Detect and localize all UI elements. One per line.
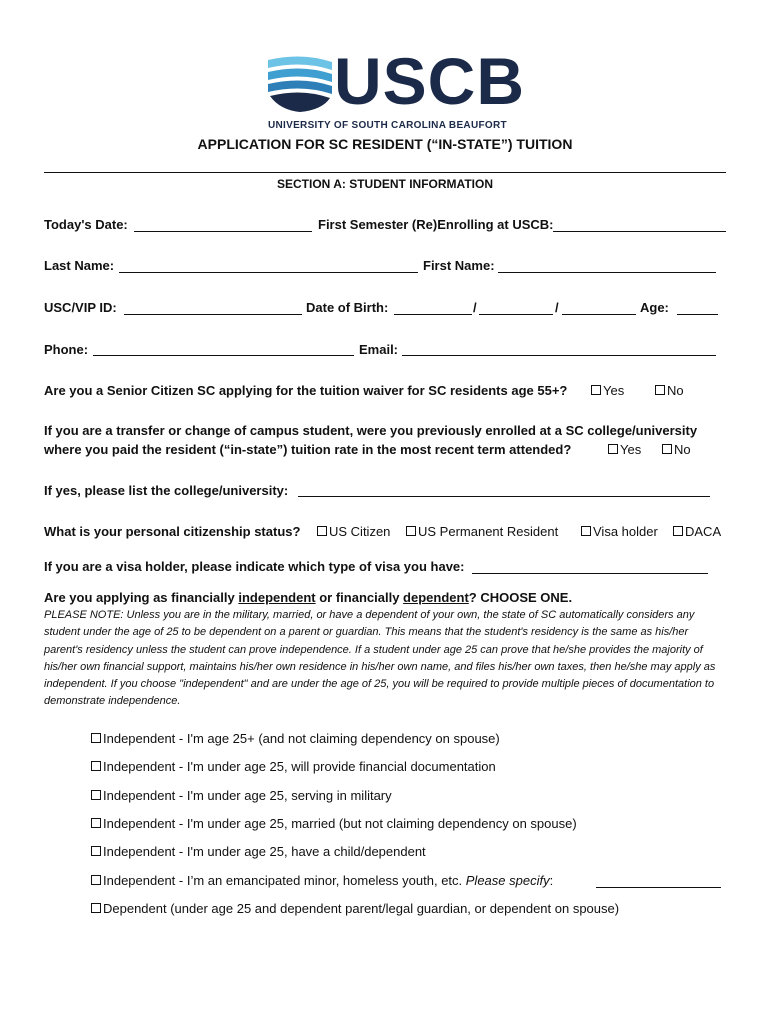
choice-independent-child[interactable] bbox=[91, 844, 426, 860]
choice-label: Dependent (under age 25 and dependent parent/legal guardian, or dependent on spouse) bbox=[103, 901, 620, 916]
section-heading: SECTION A: STUDENT INFORMATION bbox=[277, 177, 493, 191]
checkbox-icon[interactable] bbox=[655, 385, 665, 395]
university-name: UNIVERSITY OF SOUTH CAROLINA BEAUFORT bbox=[268, 120, 507, 131]
dob-label: Date of Birth: bbox=[306, 300, 389, 315]
email-field[interactable] bbox=[402, 355, 716, 356]
checkbox-icon[interactable] bbox=[406, 526, 416, 536]
citizenship-question: What is your personal citizenship status? bbox=[44, 524, 301, 539]
first-name-field[interactable] bbox=[498, 272, 716, 273]
citizenship-option-visa-holder[interactable] bbox=[581, 524, 658, 540]
checkbox-icon[interactable] bbox=[91, 761, 101, 771]
dob-month-field[interactable] bbox=[394, 314, 472, 315]
choice-independent-emancipated[interactable] bbox=[91, 873, 553, 889]
choice-label: Independent - I'm age 25+ (and not claiming dependency on spouse) bbox=[103, 731, 500, 746]
todays-date-field[interactable] bbox=[134, 231, 312, 232]
visa-type-field[interactable] bbox=[472, 573, 708, 574]
choice-independent-married[interactable] bbox=[91, 816, 577, 832]
choice-label: Independent - I’m an emancipated minor, homeless youth, etc. bbox=[103, 873, 466, 888]
question-text: or financially bbox=[315, 590, 404, 605]
first-name-label: First Name: bbox=[423, 258, 495, 273]
page-title: APPLICATION FOR SC RESIDENT (“IN-STATE”) TUITION bbox=[197, 136, 573, 152]
choice-dependent[interactable] bbox=[91, 901, 619, 917]
specify-field[interactable] bbox=[596, 887, 721, 888]
checkbox-icon[interactable] bbox=[662, 444, 672, 454]
dependent-word: dependent bbox=[403, 590, 469, 605]
transfer-question-line1: If you are a transfer or change of campus student, were you previously enrolled at a SC college/university bbox=[44, 423, 698, 438]
transfer-no-option[interactable] bbox=[662, 442, 691, 458]
senior-no-option[interactable] bbox=[655, 383, 684, 399]
citizenship-option-daca[interactable] bbox=[673, 524, 721, 540]
choice-independent-military[interactable] bbox=[91, 788, 392, 804]
dob-day-field[interactable] bbox=[479, 314, 553, 315]
choice-label: Independent - I'm under age 25, serving in military bbox=[103, 788, 392, 803]
option-label: US Citizen bbox=[329, 524, 391, 539]
independent-word: independent bbox=[238, 590, 316, 605]
age-label: Age: bbox=[640, 300, 669, 315]
first-semester-field[interactable] bbox=[553, 231, 726, 232]
question-text: ? CHOOSE ONE. bbox=[468, 590, 573, 605]
senior-question: Are you a Senior Citizen SC applying for the tuition waiver for SC residents age 55+? bbox=[44, 383, 568, 398]
option-label: Yes bbox=[603, 383, 625, 398]
usc-id-field[interactable] bbox=[124, 314, 302, 315]
option-label: US Permanent Resident bbox=[418, 524, 559, 539]
checkbox-icon[interactable] bbox=[91, 846, 101, 856]
checkbox-icon[interactable] bbox=[91, 875, 101, 885]
option-label: Visa holder bbox=[593, 524, 658, 539]
first-semester-label: First Semester (Re)Enrolling at USCB: bbox=[318, 217, 554, 232]
college-list-label: If yes, please list the college/university: bbox=[44, 483, 289, 498]
last-name-label: Last Name: bbox=[44, 258, 115, 273]
dob-separator: / bbox=[555, 300, 559, 315]
visa-question: If you are a visa holder, please indicate which type of visa you have: bbox=[44, 559, 465, 574]
choice-independent-25-plus[interactable] bbox=[91, 731, 500, 747]
choice-label: Independent - I'm under age 25, have a child/dependent bbox=[103, 844, 426, 859]
citizenship-option-us-citizen[interactable] bbox=[317, 524, 390, 540]
last-name-field[interactable] bbox=[119, 272, 418, 273]
transfer-question-line2: where you paid the resident (“in-state”) tuition rate in the most recent term attended? bbox=[44, 442, 572, 457]
option-label: No bbox=[667, 383, 684, 398]
senior-yes-option[interactable] bbox=[591, 383, 624, 399]
usc-id-label: USC/VIP ID: bbox=[44, 300, 117, 315]
phone-label: Phone: bbox=[44, 342, 89, 357]
checkbox-icon[interactable] bbox=[91, 733, 101, 743]
option-label: DACA bbox=[685, 524, 722, 539]
phone-field[interactable] bbox=[93, 355, 354, 356]
checkbox-icon[interactable] bbox=[673, 526, 683, 536]
checkbox-icon[interactable] bbox=[317, 526, 327, 536]
logo-wordmark: USCB bbox=[334, 44, 526, 118]
choice-label: Independent - I'm under age 25, will provide financial documentation bbox=[103, 759, 496, 774]
checkbox-icon[interactable] bbox=[91, 790, 101, 800]
college-list-field[interactable] bbox=[298, 496, 710, 497]
choice-independent-financial[interactable] bbox=[91, 759, 496, 775]
option-label: No bbox=[674, 442, 691, 457]
checkbox-icon[interactable] bbox=[581, 526, 591, 536]
todays-date-label: Today's Date: bbox=[44, 217, 128, 232]
transfer-yes-option[interactable] bbox=[608, 442, 641, 458]
checkbox-icon[interactable] bbox=[91, 903, 101, 913]
dob-separator: / bbox=[473, 300, 477, 315]
dependency-question bbox=[44, 590, 572, 606]
dependency-note: PLEASE NOTE: Unless you are in the military, married, or have a dependent of your own, the state of SC automatically considers any student under the age of 25 to be dependent on a parent or guardian. This means that the student's residency is the same as his/her parent's residency unless the student can prove independence. If a student under age 25 can prove that he/she provides the majority of his/her own financial support, maintains his/her own residence in his/her own name, and files his/her own taxes, then he/she may apply as independent. If you choose "independent" and are under the age of 25, you will be required to provide multiple pieces of documentation to demonstrate independence. bbox=[44, 609, 716, 708]
checkbox-icon[interactable] bbox=[591, 385, 601, 395]
specify-colon: : bbox=[549, 873, 554, 888]
checkbox-icon[interactable] bbox=[91, 818, 101, 828]
question-text: Are you applying as financially bbox=[44, 590, 239, 605]
citizenship-option-permanent-resident[interactable] bbox=[406, 524, 558, 540]
title-divider bbox=[44, 172, 726, 173]
specify-label: Please specify bbox=[465, 873, 550, 888]
option-label: Yes bbox=[620, 442, 642, 457]
age-field[interactable] bbox=[677, 314, 718, 315]
choice-label: Independent - I'm under age 25, married (but not claiming dependency on spouse) bbox=[103, 816, 577, 831]
dob-year-field[interactable] bbox=[562, 314, 636, 315]
checkbox-icon[interactable] bbox=[608, 444, 618, 454]
email-label: Email: bbox=[359, 342, 399, 357]
